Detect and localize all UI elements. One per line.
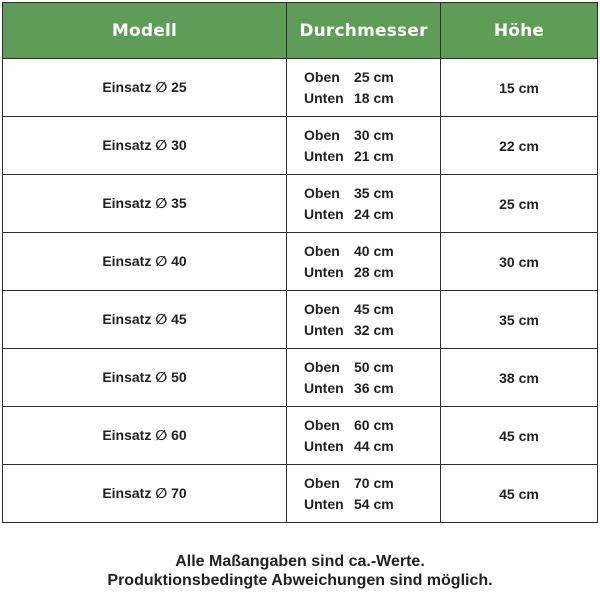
diameter-bottom-line xyxy=(304,88,440,109)
height-cell: 25 cm xyxy=(441,175,598,233)
footer-note xyxy=(0,552,600,590)
diameter-bottom-value: 54 cm xyxy=(354,495,394,512)
diameter-bottom-line xyxy=(304,204,440,225)
diameter-cell xyxy=(287,291,441,349)
height-cell: 22 cm xyxy=(441,117,598,175)
model-cell: Einsatz ∅ 70 xyxy=(3,465,287,523)
diameter-top-label: Oben xyxy=(304,243,340,259)
header-model: Modell xyxy=(3,3,287,59)
diameter-cell xyxy=(287,465,441,523)
model-cell: Einsatz ∅ 25 xyxy=(3,59,287,117)
diameter-cell xyxy=(287,349,441,407)
diameter-cell xyxy=(287,117,441,175)
header-diameter: Durchmesser xyxy=(287,3,441,59)
diameter-bottom-value: 18 cm xyxy=(354,89,394,106)
height-cell: 15 cm xyxy=(441,59,598,117)
model-cell: Einsatz ∅ 60 xyxy=(3,407,287,465)
diameter-top-value: 40 cm xyxy=(354,243,394,259)
diameter-bottom-label: Unten xyxy=(304,263,344,280)
diameter-bottom-line xyxy=(304,494,440,515)
table-row xyxy=(3,59,598,117)
table-row xyxy=(3,291,598,349)
model-cell: Einsatz ∅ 30 xyxy=(3,117,287,175)
footer-line-1: Alle Maßangaben sind ca.-Werte. xyxy=(175,553,425,570)
diameter-top-line xyxy=(304,473,440,494)
diameter-bottom-value: 36 cm xyxy=(354,379,394,396)
diameter-top-line xyxy=(304,415,440,436)
diameter-bottom-value: 21 cm xyxy=(354,147,394,164)
diameter-bottom-line xyxy=(304,262,440,283)
diameter-top-value: 70 cm xyxy=(354,475,394,491)
diameter-top-value: 50 cm xyxy=(354,359,394,375)
header-height: Höhe xyxy=(441,3,598,59)
height-cell: 38 cm xyxy=(441,349,598,407)
model-cell: Einsatz ∅ 45 xyxy=(3,291,287,349)
diameter-bottom-label: Unten xyxy=(304,147,344,164)
table-body xyxy=(3,59,598,523)
table-row xyxy=(3,465,598,523)
model-cell: Einsatz ∅ 40 xyxy=(3,233,287,291)
diameter-top-value: 45 cm xyxy=(354,301,394,317)
diameter-top-value: 25 cm xyxy=(354,69,394,85)
model-cell: Einsatz ∅ 35 xyxy=(3,175,287,233)
diameter-top-line xyxy=(304,183,440,204)
diameter-top-label: Oben xyxy=(304,417,340,433)
diameter-top-value: 60 cm xyxy=(354,417,394,433)
diameter-bottom-label: Unten xyxy=(304,437,344,454)
diameter-bottom-label: Unten xyxy=(304,205,344,222)
diameter-top-line xyxy=(304,67,440,88)
table-row xyxy=(3,117,598,175)
diameter-top-line xyxy=(304,299,440,320)
height-cell: 30 cm xyxy=(441,233,598,291)
diameter-bottom-value: 28 cm xyxy=(354,263,394,280)
diameter-top-label: Oben xyxy=(304,127,340,143)
diameter-top-label: Oben xyxy=(304,185,340,201)
diameter-cell xyxy=(287,407,441,465)
diameter-top-line xyxy=(304,357,440,378)
diameter-cell xyxy=(287,175,441,233)
table-row xyxy=(3,407,598,465)
diameter-bottom-line xyxy=(304,146,440,167)
diameter-bottom-line xyxy=(304,320,440,341)
diameter-bottom-value: 32 cm xyxy=(354,321,394,338)
size-table xyxy=(2,2,598,523)
table-header-row xyxy=(3,3,598,59)
diameter-top-line xyxy=(304,125,440,146)
model-cell: Einsatz ∅ 50 xyxy=(3,349,287,407)
table-row xyxy=(3,349,598,407)
footer-line-2: Produktionsbedingte Abweichungen sind möglich. xyxy=(107,572,493,589)
diameter-bottom-line xyxy=(304,436,440,457)
diameter-cell xyxy=(287,59,441,117)
height-cell: 45 cm xyxy=(441,407,598,465)
diameter-top-line xyxy=(304,241,440,262)
diameter-cell xyxy=(287,233,441,291)
diameter-top-value: 35 cm xyxy=(354,185,394,201)
diameter-bottom-label: Unten xyxy=(304,89,344,106)
diameter-top-label: Oben xyxy=(304,359,340,375)
height-cell: 45 cm xyxy=(441,465,598,523)
table-row xyxy=(3,175,598,233)
height-cell: 35 cm xyxy=(441,291,598,349)
size-table-container xyxy=(2,2,597,523)
diameter-bottom-label: Unten xyxy=(304,321,344,338)
table-row xyxy=(3,233,598,291)
diameter-top-value: 30 cm xyxy=(354,127,394,143)
diameter-top-label: Oben xyxy=(304,475,340,491)
diameter-top-label: Oben xyxy=(304,69,340,85)
diameter-bottom-line xyxy=(304,378,440,399)
diameter-bottom-label: Unten xyxy=(304,379,344,396)
diameter-bottom-value: 24 cm xyxy=(354,205,394,222)
diameter-bottom-value: 44 cm xyxy=(354,437,394,454)
diameter-bottom-label: Unten xyxy=(304,495,344,512)
diameter-top-label: Oben xyxy=(304,301,340,317)
